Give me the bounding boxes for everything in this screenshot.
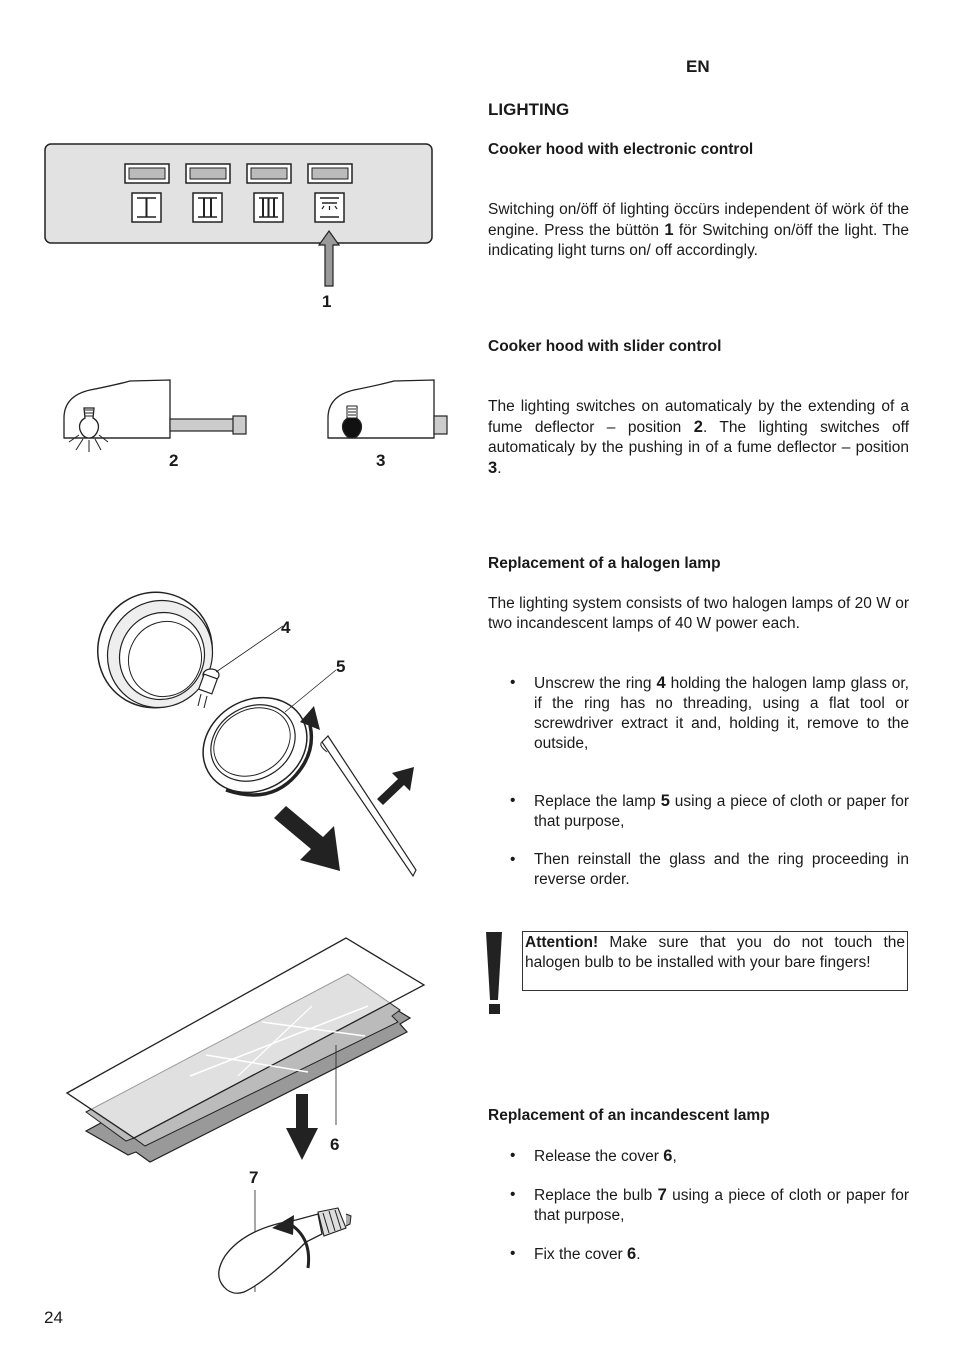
- speed-symbol-3: [254, 193, 283, 222]
- slider-control-heading: Cooker hood with slider control: [488, 338, 722, 355]
- figure-label-1: 1: [322, 292, 332, 311]
- incandescent-heading: Replacement of an incandescent lamp: [488, 1107, 770, 1124]
- speed-symbol-1: [132, 193, 161, 222]
- attention-label: Attention!: [525, 934, 599, 951]
- warning-exclamation-icon: [486, 932, 502, 1014]
- light-symbol-icon: [315, 193, 344, 222]
- list-item: • Then reinstall the glass and the ring proceeding in reverse order.: [510, 851, 909, 888]
- section-title: LIGHTING: [488, 100, 570, 119]
- lamp-housing-ring: [77, 571, 234, 728]
- panel-button-3: [247, 164, 291, 183]
- slider-extended-figure: [64, 380, 246, 470]
- ref-6: 6: [663, 1147, 673, 1165]
- figure-label-2: 2: [169, 451, 179, 470]
- ref-6b: 6: [627, 1245, 637, 1263]
- ref-4: 4: [656, 674, 666, 692]
- slider-control-text: The lighting switches on automaticaly by the extending of a fume deflector – position 2. The lighting switches off automaticaly by the pushing in of a fume deflector – position 3.: [488, 398, 909, 477]
- panel-button-light: [308, 164, 352, 183]
- ref-7: 7: [657, 1186, 667, 1204]
- list-item: • Unscrew the ring 4 holding the halogen lamp glass or, if the ring has no threading, using a flat tool or screwdriver extract it and, holding it, remove to the outside,: [510, 674, 909, 752]
- figure-label-3: 3: [376, 451, 386, 470]
- figure-label-6: 6: [330, 1135, 340, 1154]
- speed-symbol-2: [193, 193, 222, 222]
- figure-label-4: 4: [281, 618, 291, 637]
- list-item: • Release the cover 6,: [510, 1147, 677, 1165]
- list-item: • Replace the lamp 5 using a piece of cloth or paper for that purpose,: [510, 792, 909, 830]
- attention-box: Attention! Make sure that you do not touch the halogen bulb to be installed with your bare fingers!: [522, 931, 908, 991]
- halogen-heading: Replacement of a halogen lamp: [488, 555, 721, 572]
- figure-label-5: 5: [336, 657, 346, 676]
- panel-button-1: [125, 164, 169, 183]
- ref-2: 2: [693, 418, 703, 436]
- ref-1: 1: [664, 221, 674, 239]
- panel-button-2: [186, 164, 230, 183]
- ref-3: 3: [488, 459, 498, 477]
- arrow-out-icon: [377, 767, 414, 805]
- incandescent-replacement-figure: [67, 938, 424, 1293]
- ref-5: 5: [660, 792, 670, 810]
- language-code: EN: [686, 57, 710, 76]
- arrow-down-right-icon: [274, 806, 340, 871]
- figure-label-7: 7: [249, 1168, 259, 1187]
- list-item: • Fix the cover 6.: [510, 1245, 641, 1263]
- electronic-control-heading: Cooker hood with electronic control: [488, 141, 754, 158]
- slider-retracted-figure: [328, 380, 447, 470]
- electronic-control-text: Switching on/öff öf lighting öccürs independent öf wörk öf the engine. Press the büttön 1 för Switching on/öff the light. The indicating light turns on/ off accordingly.: [488, 201, 910, 259]
- page-number: 24: [44, 1308, 63, 1327]
- list-item: • Replace the bulb 7 using a piece of cloth or paper for that purpose,: [510, 1186, 909, 1224]
- halogen-intro: The lighting system consists of two halogen lamps of 20 W or two incandescent lamps of 40 W power each.: [488, 595, 909, 632]
- control-panel-figure: [45, 144, 432, 311]
- arrow-down-icon: [286, 1094, 318, 1160]
- halogen-replacement-figure: [77, 571, 416, 876]
